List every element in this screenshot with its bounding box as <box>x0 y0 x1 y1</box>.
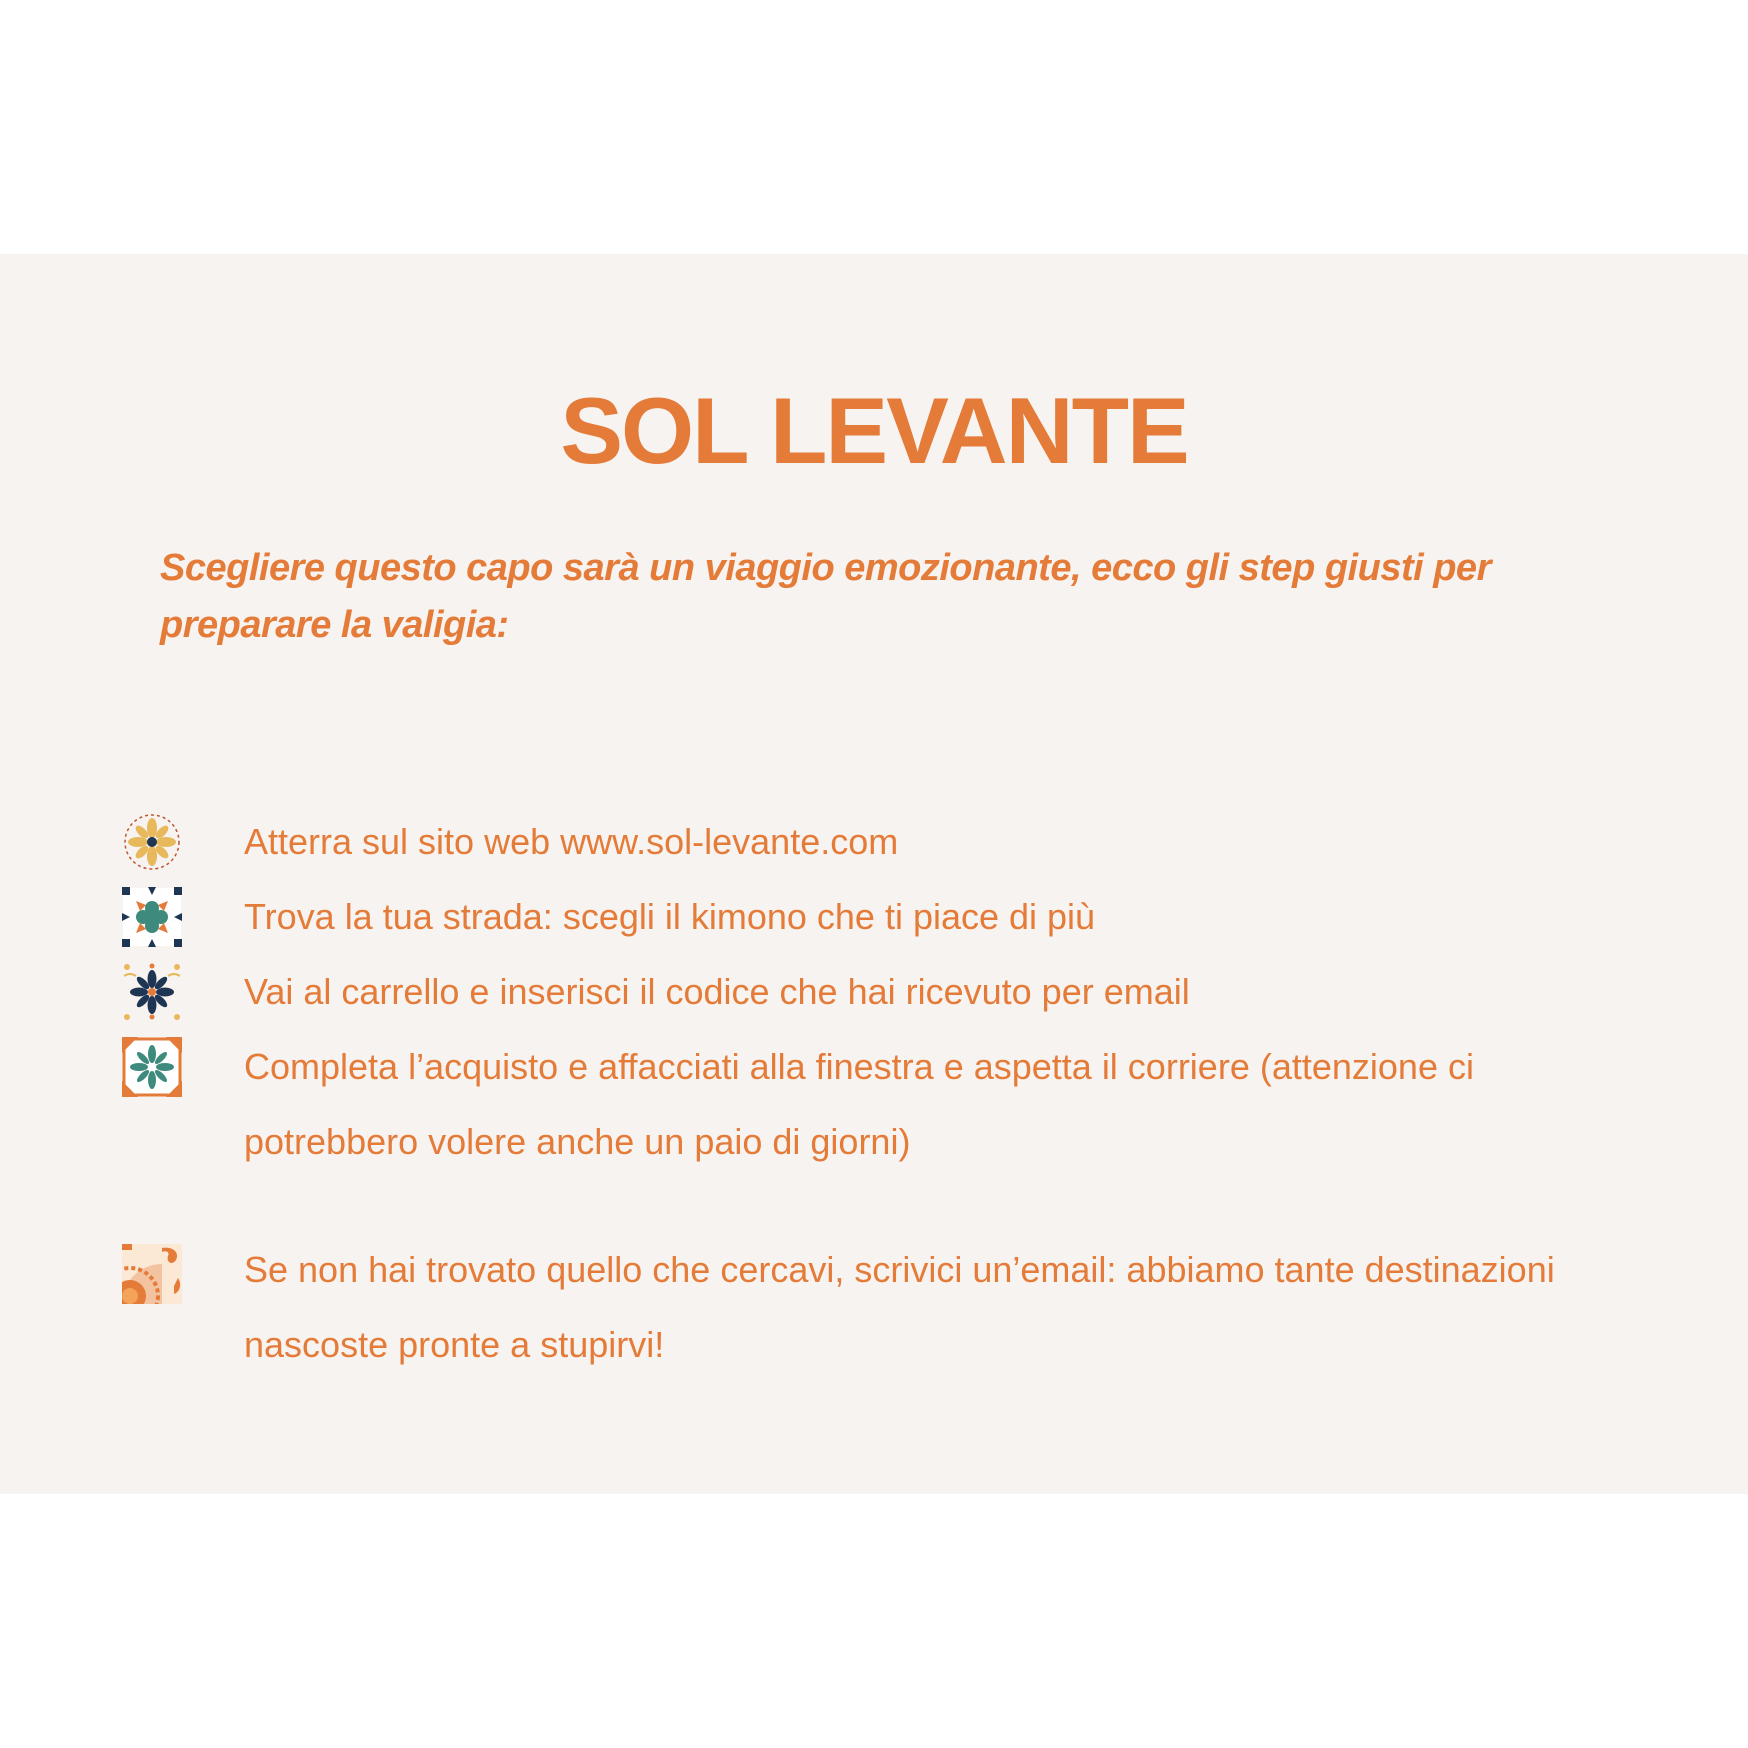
info-card <box>0 254 1748 1494</box>
flower-tile-icon <box>122 812 182 872</box>
blue-flower-icon <box>122 962 182 1022</box>
step-2-text: Trova la tua strada: scegli il kimono che ti piace di più <box>244 896 1096 937</box>
step-1-text: Atterra sul sito web www.sol-levante.com <box>244 821 899 862</box>
closing-text: Se non hai trovato quello che cercavi, scrivici un’email: abbiamo tante destinazioni nascoste pronte a stupirvi! <box>244 1249 1555 1365</box>
orange-medallion-icon <box>122 1244 182 1304</box>
square-tile-icon <box>122 887 182 947</box>
intro-text: Scegliere questo capo sarà un viaggio emozionante, ecco gli step giusti per preparare la valigia: <box>160 547 1491 646</box>
step-3-text: Vai al carrello e inserisci il codice che hai ricevuto per email <box>244 971 1190 1012</box>
green-star-tile-icon <box>122 1037 182 1097</box>
step-4-text: Completa l’acquisto e affacciati alla finestra e aspetta il corriere (attenzione ci potrebbero volere anche un paio di giorni) <box>244 1046 1474 1162</box>
page-title: SOL LEVANTE <box>560 378 1188 483</box>
